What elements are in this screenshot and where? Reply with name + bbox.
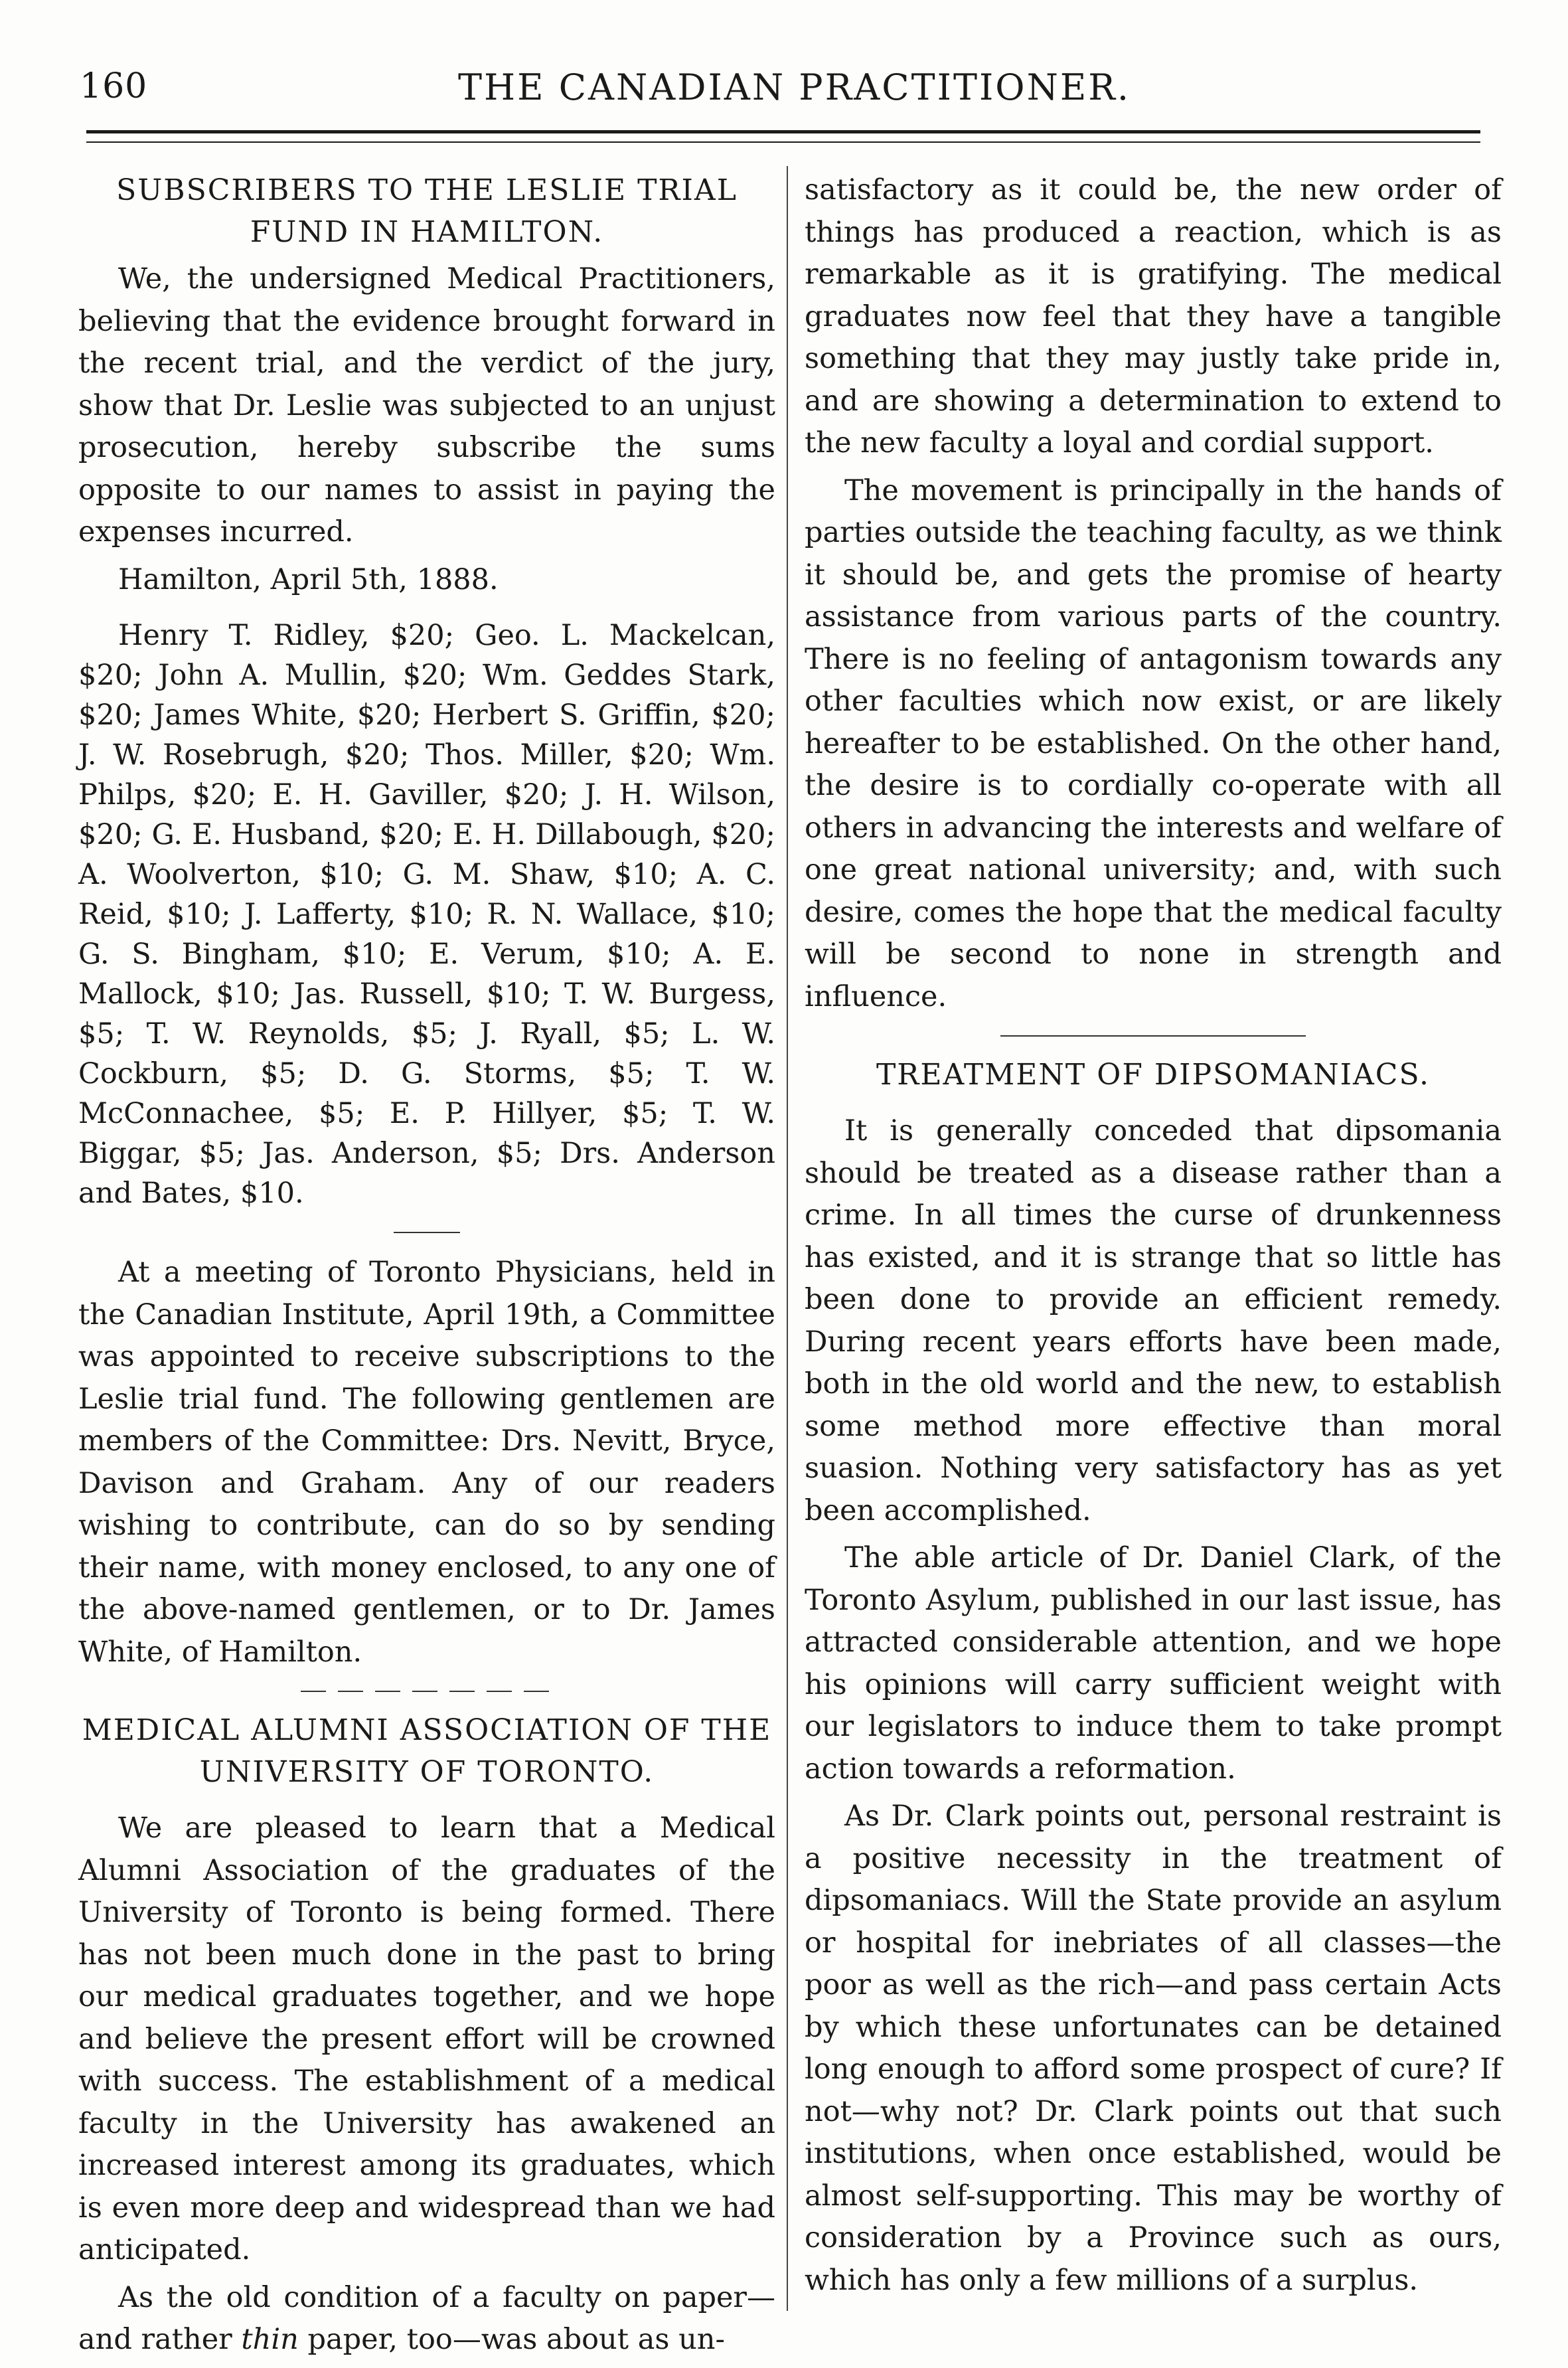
- right-column: [805, 169, 1502, 2302]
- toronto-committee-paragraph: At a meeting of Toronto Physicians, held in the Canadian Institute, April 19th, a Committee was appointed to receive subscriptions to the Leslie trial fund. The following gentlemen are members of the Committee: Drs. Nevitt, Bryce, Davison and Graham. Any of our readers wishing to contribute, can do so by sending their name, with money enclosed, to any one of the above-named gentlemen, or to Dr. James White, of Hamilton.: [78, 1256, 775, 1669]
- section-separator: [1000, 1035, 1306, 1037]
- page-number: 160: [80, 66, 148, 106]
- dipsomaniacs-heading: TREATMENT OF DIPSOMANIACS.: [876, 1058, 1431, 1092]
- alumni-continuation: satisfactory as it could be, the new order of things has produced a reaction, which is as remarkable as it is gratifying. The medical graduates now feel that they have a tangible something that they may justly take pride in, and are showing a determination to extend to the new faculty a loyal and cordial support.: [805, 173, 1502, 460]
- alumni-association-heading: MEDICAL ALUMNI ASSOCIATION OF THE UNIVERSITY OF TORONTO.: [82, 1713, 772, 1789]
- leslie-subscriber-list: Henry T. Ridley, $20; Geo. L. Mackelcan, $20; John A. Mullin, $20; Wm. Geddes Stark, $20; James White, $20; Herbert S. Griffin, $20; J. W. Rosebrugh, $20; Thos. Miller, $20; Wm. Philps, $20; E. H. Gaviller, $20; J. H. Wilson, $20; G. E. Husband, $20; E. H. Dillabough, $20; A. Woolverton, $10; G. M. Shaw, $10; A. C. Reid, $10; J. Lafferty, $10; R. N. Wallace, $10; G. S. Bingham, $10; E. Verum, $10; A. E. Mallock, $10; Jas. Russell, $10; T. W. Burgess, $5; T. W. Reynolds, $5; J. Ryall, $5; L. W. Cockburn, $5; D. G. Storms, $5; T. W. McConnachee, $5; E. P. Hillyer, $5; T. W. Biggar, $5; Jas. Anderson, $5; Drs. Anderson and Bates, $10.: [78, 619, 775, 1210]
- leslie-fund-heading: SUBSCRIBERS TO THE LESLIE TRIAL FUND IN HAMILTON.: [116, 173, 738, 249]
- leslie-fund-paragraph: We, the undersigned Medical Practitioners, believing that the evidence brought forward in the recent trial, and the verdict of the jury, show that Dr. Leslie was subjected to an unjust prosecution, hereby subscribe the sums opposite to our names to assist in paying the expenses incurred.: [78, 262, 775, 549]
- left-column: [78, 169, 775, 2361]
- dipsomaniacs-paragraph-1: It is generally conceded that dipsomania should be treated as a disease rather than a crime. In all times the curse of drunkenness has existed, and it is strange that so little has been done to provide an efficient remedy. During recent years efforts have been made, both in the old world and the new, to establish some method more effective than moral suasion. Nothing very satisfactory has as yet been accomplished.: [805, 1114, 1502, 1527]
- alumni-paragraph-2: [78, 2277, 775, 2361]
- section-separator: [394, 1232, 460, 1233]
- column-divider: [787, 166, 788, 2311]
- running-head: THE CANADIAN PRACTITIONER.: [458, 66, 1131, 108]
- header-rule-thin: [86, 141, 1480, 143]
- leslie-fund-dateline: Hamilton, April 5th, 1888.: [118, 562, 499, 596]
- alumni-p2-start: As the old condition of a faculty on paper—and rather: [78, 2280, 775, 2356]
- alumni-paragraph-1: We are pleased to learn that a Medical Alumni Association of the graduates of the University of Toronto is being formed. There has not been much done in the past to bring our medical graduates together, and we hope and believe the present effort will be crowned with success. The establishment of a medical faculty in the University has awakened an increased interest among its graduates, which is even more deep and widespread than we had anticipated.: [78, 1812, 775, 2266]
- alumni-paragraph-3: The movement is principally in the hands of parties outside the teaching faculty, as we think it should be, and gets the promise of hearty assistance from various parts of the country. There is no feeling of antagonism towards any other faculties which now exist, or are likely hereafter to be established. On the other hand, the desire is to cordially co-operate with all others in advancing the interests and welfare of one great national university; and, with such desire, comes the hope that the medical faculty will be second to none in strength and influence.: [805, 473, 1502, 1013]
- header-rule-thick: [86, 130, 1480, 133]
- dipsomaniacs-paragraph-2: The able article of Dr. Daniel Clark, of the Toronto Asylum, published in our last issue, has attracted considerable attention, and we hope his opinions will carry sufficient weight with our legislators to induce them to take prompt action towards a reformation.: [805, 1541, 1502, 1786]
- alumni-p2-italic: thin: [241, 2323, 299, 2356]
- alumni-p2-end: paper, too—was about as un-: [298, 2323, 725, 2356]
- dipsomaniacs-paragraph-3: As Dr. Clark points out, personal restraint is a positive necessity in the treatment of dipsomaniacs. Will the State provide an asylum or hospital for inebriates of all classes—the poor as well as the rich—and pass certain Acts by which these unfortunates can be detained long enough to afford some prospect of cure? If not—why not? Dr. Clark points out that such institutions, when once established, would be almost self-supporting. This may be worthy of consideration by a Province such as ours, which has only a few millions of a surplus.: [805, 1800, 1502, 2297]
- section-separator-dashed: [301, 1691, 553, 1692]
